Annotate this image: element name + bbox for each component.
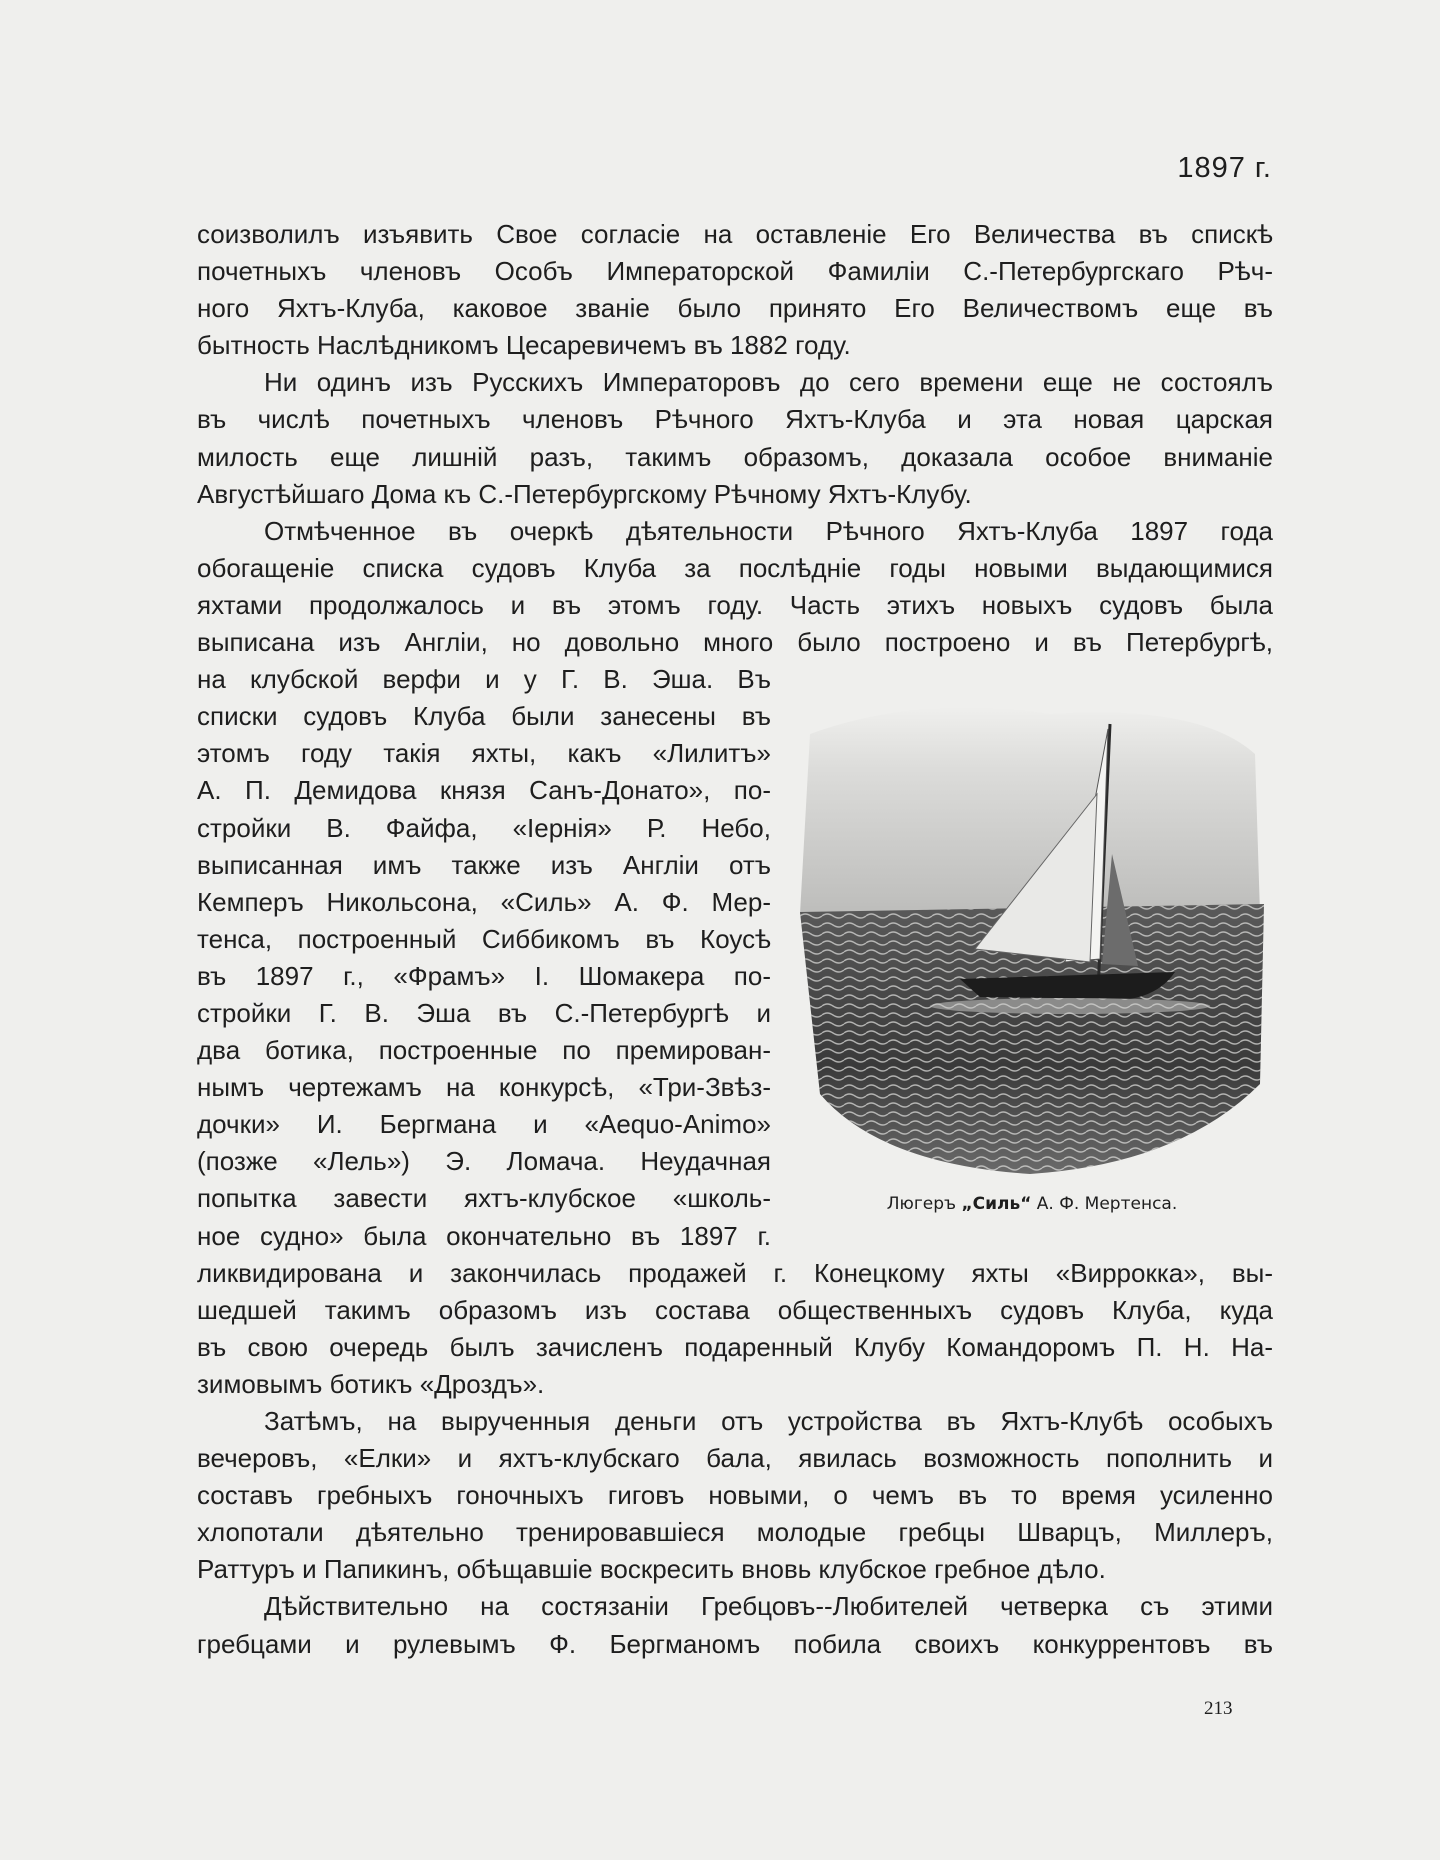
caption-owner: А. Ф. Мертенса. — [1036, 1194, 1178, 1214]
text-line: два ботика, построенные по премирован- — [197, 1035, 771, 1066]
caption-prefix: Люгеръ — [886, 1194, 957, 1214]
text-line: выписана изъ Англіи, но довольно много было построено и въ Петербургѣ, — [197, 627, 1273, 658]
text-line: вечеровъ, «Елки» и яхтъ-клубскаго бала, явилась возможность пополнить и — [197, 1443, 1273, 1474]
running-head: 1897 г. — [1177, 152, 1272, 184]
text-line: ного Яхтъ-Клуба, каковое званіе было принято Его Величествомъ еще въ — [197, 293, 1273, 324]
text-line: шедшей такимъ образомъ изъ состава общественныхъ судовъ Клуба, куда — [197, 1294, 1273, 1325]
text-line: милость еще лишній разъ, такимъ образомъ, доказала особое вниманіе — [197, 441, 1273, 472]
text-line: въ свою очередь былъ зачисленъ подаренный Клубу Командоромъ П. Н. На- — [197, 1331, 1273, 1362]
yacht-engraving-image — [800, 694, 1264, 1176]
text-line: яхтами продолжалось и въ этомъ году. Часть этихъ новыхъ судовъ была — [197, 589, 1273, 620]
sailboat-illustration — [800, 694, 1264, 1176]
text-line: на клубской верфи и у Г. В. Эша. Въ — [197, 664, 771, 695]
text-line: ное судно» была окончательно въ 1897 г. — [197, 1220, 771, 1251]
text-line: Отмѣченное въ очеркѣ дѣятельности Рѣчного Яхтъ-Клуба 1897 года — [264, 515, 1273, 546]
caption-yacht-name: „Силь“ — [961, 1194, 1032, 1214]
text-line: попытка завести яхтъ-клубское «школь- — [197, 1183, 771, 1214]
text-line: Ни одинъ изъ Русскихъ Императоровъ до сего времени еще не состоялъ — [264, 367, 1273, 398]
text-line: дочки» И. Бергмана и «Aequo-Animo» — [197, 1109, 771, 1140]
text-line: А. П. Демидова князя Санъ-Донато», по- — [197, 775, 771, 806]
text-line: зимовымъ ботикъ «Дроздъ». — [197, 1368, 545, 1399]
text-line: нымъ чертежамъ на конкурсѣ, «Три-Звѣз- — [197, 1072, 771, 1103]
text-line: Августѣйшаго Дома къ С.-Петербургскому Рѣчному Яхтъ-Клубу. — [197, 478, 972, 509]
text-line: тенса, построенный Сиббикомъ въ Коусѣ — [197, 923, 771, 954]
text-line: Затѣмъ, на вырученныя деньги отъ устройства въ Яхтъ-Клубѣ особыхъ — [264, 1406, 1273, 1436]
text-line: хлопотали дѣятельно тренировавшіеся молодые гребцы Шварцъ, Миллеръ, — [197, 1517, 1273, 1548]
text-line: Раттуръ и Папикинъ, обѣщавшіе воскресить вновь клубское гребное дѣло. — [197, 1554, 1106, 1585]
figure-caption — [800, 1194, 1264, 1214]
text-line: бытность Наслѣдникомъ Цесаревичемъ въ 1882 году. — [197, 330, 851, 361]
text-line: почетныхъ членовъ Особъ Императорской Фамиліи С.-Петербургскаго Рѣч- — [197, 256, 1273, 287]
text-line: списки судовъ Клуба были занесены въ — [197, 701, 771, 732]
text-line: выписанная имъ также изъ Англіи отъ — [197, 849, 771, 880]
text-line: гребцами и рулевымъ Ф. Бергманомъ побила своихъ конкуррентовъ въ — [197, 1628, 1273, 1659]
text-line: въ числѣ почетныхъ членовъ Рѣчного Яхтъ-Клуба и эта новая царская — [197, 404, 1273, 435]
text-line: обогащеніе списка судовъ Клуба за послѣдніе годы новыми выдающимися — [197, 552, 1273, 583]
text-line: этомъ году такія яхты, какъ «Лилитъ» — [197, 738, 771, 769]
text-line: Дѣйствительно на состязаніи Гребцовъ--Любителей четверка съ этими — [264, 1591, 1273, 1622]
page-number: 213 — [1204, 1698, 1233, 1719]
text-line: стройки Г. В. Эша въ С.-Петербургѣ и — [197, 997, 771, 1028]
text-line: (позже «Лель») Э. Ломача. Неудачная — [197, 1146, 771, 1177]
text-line: въ 1897 г., «Фрамъ» І. Шомакера по- — [197, 960, 771, 991]
text-line: Кемперъ Никольсона, «Силь» А. Ф. Мер- — [197, 886, 771, 917]
text-line: составъ гребныхъ гоночныхъ гиговъ новыми, о чемъ въ то время усиленно — [197, 1480, 1273, 1511]
text-line: ликвидирована и закончилась продажей г. Конецкому яхты «Виррокка», вы- — [197, 1257, 1273, 1288]
text-line: соизволилъ изъявить Свое согласіе на оставленіе Его Величества въ спискѣ — [197, 219, 1273, 249]
text-line: стройки В. Файфа, «Іернія» Р. Небо, — [197, 812, 771, 843]
